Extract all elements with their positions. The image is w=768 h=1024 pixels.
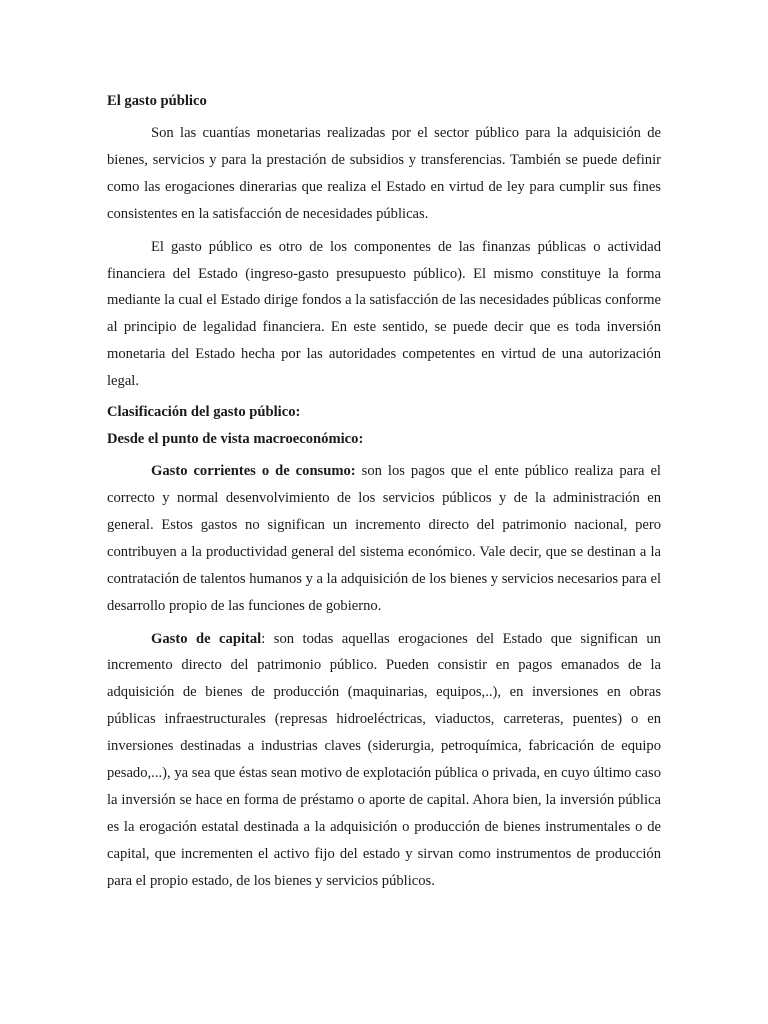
heading-macroeconomic: Desde el punto de vista macroeconómico: [107, 431, 364, 448]
paragraph-current-expenditure [107, 458, 661, 619]
term-capital-expenditure: Gasto de capital [151, 630, 262, 647]
document-page [107, 88, 661, 895]
text-capital-expenditure: : son todas aquellas erogaciones del Estado que significan un incremento directo del patrimonio público. Pueden consistir en pagos emanados de la adquisición de bienes de producción (maquinarias, equipos,..), en inversiones en obras públicas infraestructurales (represas hidroeléctricas, viaductos, carreteras, puentes) o en inversiones destinadas a industrias claves (siderurgia, petroquímica, fabricación de equipo pesado,...), ya sea que éstas sean motivo de explotación pública o privada, en cuyo último caso la inversión se hace en forma de préstamo o aporte de capital. Ahora bien, la inversión pública es la erogación estatal destinada a la adquisición o producción de bienes instrumentales o de capital, que incrementen el activo fijo del estado y sirvan como instrumentos de producción para el propio estado, de los bienes y servicios públicos. [107, 630, 661, 889]
paragraph-definition: Son las cuantías monetarias realizadas por el sector público para la adquisición de bienes, servicios y para la prestación de subsidios y transferencias. También se puede definir como las erogaciones dinerarias que realiza el Estado en virtud de ley para cumplir sus fines consistentes en la satisfacción de necesidades públicas. [107, 125, 661, 222]
document-title: El gasto público [107, 93, 207, 109]
paragraph-capital-expenditure [107, 626, 661, 895]
term-current-expenditure: Gasto corrientes o de consumo: [151, 463, 356, 480]
heading-classification: Clasificación del gasto público: [107, 404, 301, 421]
text-current-expenditure: son los pagos que el ente público realiza para el correcto y normal desenvolvimiento de los servicios públicos y de la administración en general. Estos gastos no significan un incremento directo del patrimonio nacional, pero contribuyen a la productividad general del sistema económico. Vale decir, que se destinan a la contratación de talentos humanos y a la adquisición de los bienes y servicios necesarios para el desarrollo propio de las funciones de gobierno. [107, 463, 661, 614]
paragraph-public-finance: El gasto público es otro de los componentes de las finanzas públicas o actividad financiera del Estado (ingreso-gasto presupuesto público). El mismo constituye la forma mediante la cual el Estado dirige fondos a la satisfacción de las necesidades públicas conforme al principio de legalidad financiera. En este sentido, se puede decir que es toda inversión monetaria del Estado hecha por las autoridades competentes en virtud de una autorización legal. [107, 238, 661, 390]
